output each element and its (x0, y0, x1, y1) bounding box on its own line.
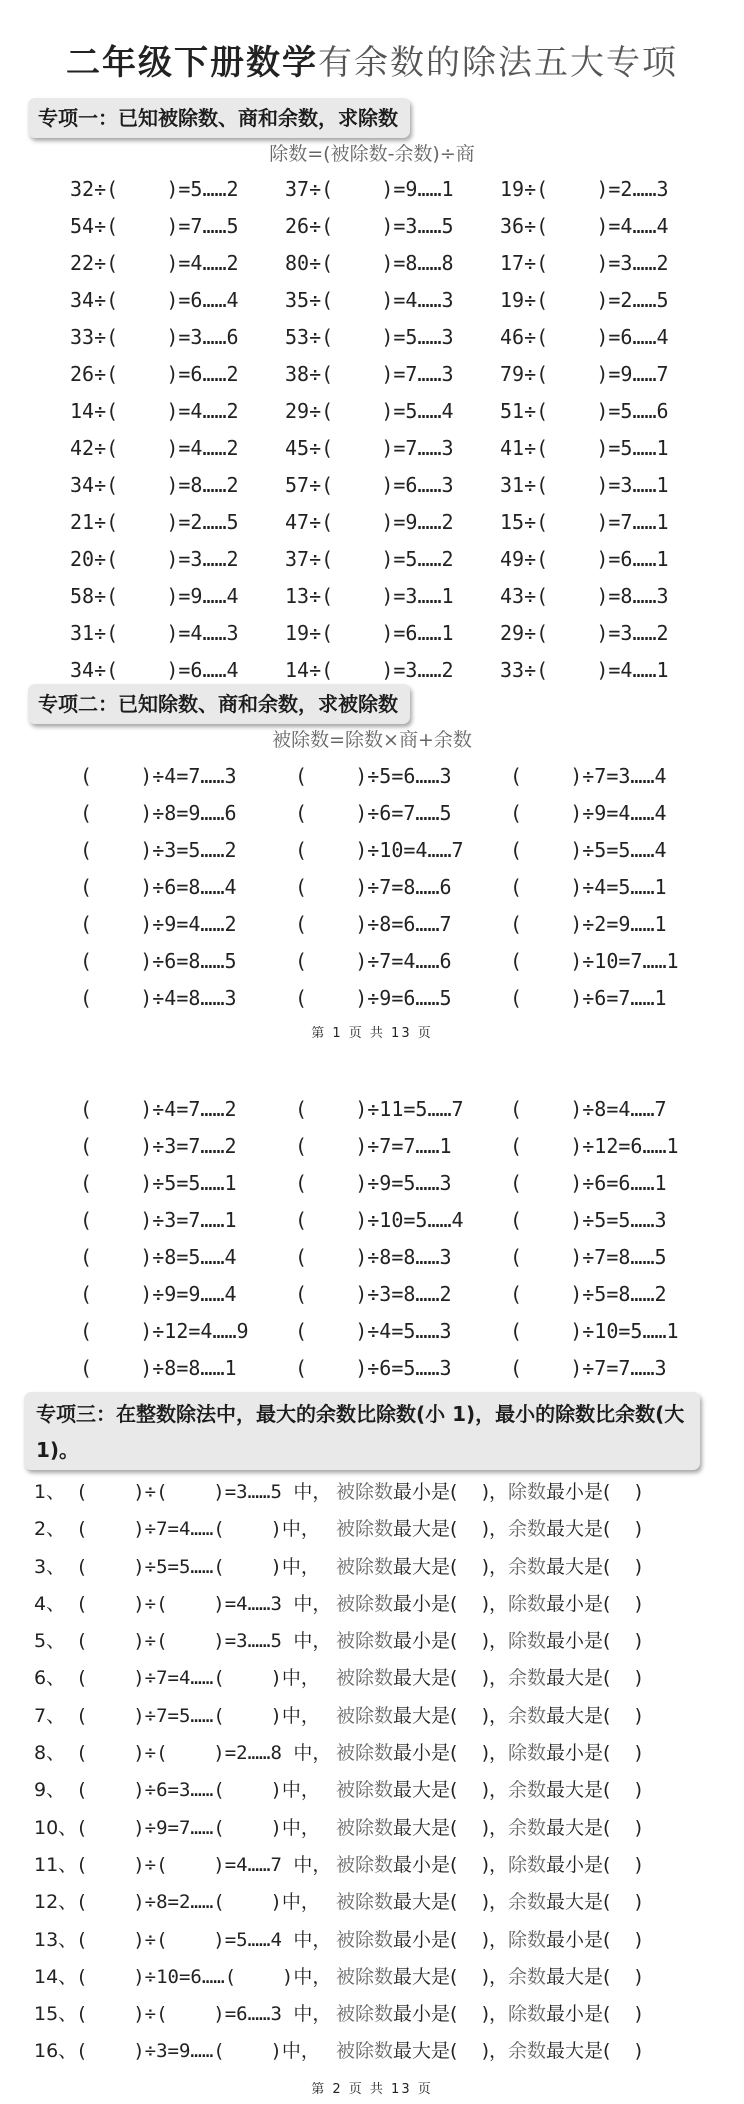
exercise-item: ( )÷6=7……5 (295, 801, 452, 825)
exercise-item: 36÷( )=4……4 (500, 214, 669, 238)
question-row (34, 1810, 714, 1847)
exercise-item: 80÷( )=8……8 (285, 251, 454, 275)
exercise-item: 19÷( )=2……5 (500, 288, 669, 312)
question-term-b: 除数 (508, 1928, 547, 1951)
exercise-item: ( )÷7=8……6 (295, 875, 452, 899)
exercise-item: 49÷( )=6……1 (500, 547, 669, 571)
question-blank-b: 最小是( ) (546, 1928, 642, 1951)
page2-footer: 第 2 页 共 13 页 (311, 2082, 433, 2097)
question-row (34, 1959, 714, 1996)
question-equation: ( )÷( )=5……4 中， (76, 1928, 332, 1951)
question-row (34, 1847, 714, 1884)
question-blank-b: 最大是( ) (546, 1965, 642, 1988)
question-row (34, 1922, 714, 1959)
exercise-item: 26÷( )=6……2 (70, 362, 239, 386)
exercise-item: 53÷( )=5……3 (285, 325, 454, 349)
exercise-item: 33÷( )=3……6 (70, 325, 239, 349)
question-term-b: 余数 (508, 1779, 547, 1802)
section1-formula: 除数=(被除数-余数)÷商 (269, 143, 475, 165)
exercise-item: 32÷( )=5……2 (70, 177, 239, 201)
question-equation: ( )÷3=9……( )中， (76, 2040, 320, 2063)
exercise-item: ( )÷12=6……1 (510, 1134, 679, 1158)
question-blank-a: 最小是( )， (393, 2003, 508, 2026)
section2-exercise-grid-page1 (80, 758, 720, 1017)
question-term-a: 被除数 (336, 1704, 394, 1727)
question-term-b: 余数 (508, 1891, 547, 1914)
exercise-item: 37÷( )=9……1 (285, 177, 454, 201)
question-equation: ( )÷( )=2……8 中， (76, 1742, 332, 1765)
question-blank-b: 最小是( ) (546, 1742, 642, 1765)
section2-formula: 被除数=除数×商+余数 (272, 729, 472, 751)
question-blank-a: 最大是( )， (393, 1555, 508, 1578)
question-number: 9、 (34, 1779, 66, 1802)
question-equation: ( )÷( )=4……3 中， (76, 1592, 332, 1615)
question-term-b: 余数 (508, 1816, 547, 1839)
exercise-item: ( )÷6=8……5 (80, 949, 237, 973)
exercise-item: ( )÷5=8……2 (510, 1282, 667, 1306)
exercise-item: 43÷( )=8……3 (500, 584, 669, 608)
exercise-item: 17÷( )=3……2 (500, 251, 669, 275)
section2-heading: 专项二：已知除数、商和余数，求被除数 (28, 684, 410, 724)
exercise-item: 79÷( )=9……7 (500, 362, 669, 386)
exercise-item: ( )÷5=5……3 (510, 1208, 667, 1232)
exercise-item: 31÷( )=4……3 (70, 621, 239, 645)
question-blank-a: 最大是( )， (393, 1816, 508, 1839)
question-number: 11、 (34, 1853, 78, 1876)
question-term-b: 除数 (508, 1853, 547, 1876)
question-blank-a: 最小是( )， (393, 1928, 508, 1951)
question-equation: ( )÷7=5……( )中， (76, 1704, 320, 1727)
exercise-item: ( )÷4=5……1 (510, 875, 667, 899)
question-term-a: 被除数 (336, 1928, 394, 1951)
question-blank-b: 最小是( ) (546, 1853, 642, 1876)
question-term-b: 余数 (508, 1965, 547, 1988)
question-equation: ( )÷8=2……( )中， (76, 1891, 320, 1914)
question-blank-a: 最小是( )， (393, 1481, 508, 1503)
question-equation: ( )÷( )=3……5 中， (76, 1481, 332, 1503)
exercise-item: ( )÷8=9……6 (80, 801, 237, 825)
question-term-b: 除数 (508, 1592, 547, 1615)
question-term-a: 被除数 (336, 1592, 394, 1615)
question-term-a: 被除数 (336, 1630, 394, 1653)
page-title (0, 40, 744, 86)
exercise-item: 29÷( )=3……2 (500, 621, 669, 645)
exercise-item: ( )÷11=5……7 (295, 1097, 464, 1121)
exercise-item: ( )÷3=5……2 (80, 838, 237, 862)
question-blank-a: 最小是( )， (393, 1630, 508, 1653)
exercise-item: ( )÷7=4……6 (295, 949, 452, 973)
question-term-a: 被除数 (336, 1518, 394, 1541)
exercise-item: ( )÷7=7……3 (510, 1356, 667, 1380)
exercise-item: 42÷( )=4……2 (70, 436, 239, 460)
exercise-item: 14÷( )=4……2 (70, 399, 239, 423)
exercise-item: ( )÷8=8……3 (295, 1245, 452, 1269)
exercise-item: 15÷( )=7……1 (500, 510, 669, 534)
exercise-item: 57÷( )=6……3 (285, 473, 454, 497)
question-term-b: 除数 (508, 1630, 547, 1653)
page1-footer: 第 1 页 共 13 页 (311, 1026, 433, 1041)
question-term-a: 被除数 (336, 1667, 394, 1690)
question-row (34, 1660, 714, 1697)
question-equation: ( )÷9=7……( )中， (76, 1816, 320, 1839)
exercise-item: ( )÷10=7……1 (510, 949, 679, 973)
question-term-b: 余数 (508, 2040, 547, 2063)
question-number: 12、 (34, 1891, 78, 1914)
exercise-item: ( )÷2=9……1 (510, 912, 667, 936)
question-number: 15、 (34, 2003, 78, 2026)
exercise-item: ( )÷5=5……4 (510, 838, 667, 862)
question-blank-b: 最小是( ) (546, 1630, 642, 1653)
question-row (34, 1772, 714, 1809)
section2-exercise-grid-page2 (80, 1091, 720, 1387)
question-number: 5、 (34, 1630, 66, 1653)
question-term-b: 余数 (508, 1518, 547, 1541)
exercise-item: ( )÷4=8……3 (80, 986, 237, 1010)
exercise-item: 58÷( )=9……4 (70, 584, 239, 608)
question-number: 7、 (34, 1704, 66, 1727)
exercise-item: ( )÷6=7……1 (510, 986, 667, 1010)
exercise-item: 14÷( )=3……2 (285, 658, 454, 682)
question-equation: ( )÷( )=4……7 中， (76, 1853, 332, 1876)
exercise-item: ( )÷8=8……1 (80, 1356, 237, 1380)
section3-question-list (34, 1474, 714, 2071)
exercise-item: 34÷( )=6……4 (70, 658, 239, 682)
exercise-item: ( )÷5=5……1 (80, 1171, 237, 1195)
exercise-item: 13÷( )=3……1 (285, 584, 454, 608)
question-blank-b: 最大是( ) (546, 1518, 642, 1541)
exercise-item: ( )÷9=4……2 (80, 912, 237, 936)
question-term-b: 余数 (508, 1555, 547, 1578)
exercise-item: 46÷( )=6……4 (500, 325, 669, 349)
question-term-a: 被除数 (336, 2003, 394, 2026)
exercise-item: 33÷( )=4……1 (500, 658, 669, 682)
question-blank-a: 最大是( )， (393, 1518, 508, 1541)
exercise-item: ( )÷9=6……5 (295, 986, 452, 1010)
exercise-item: ( )÷3=8……2 (295, 1282, 452, 1306)
exercise-item: ( )÷7=7……1 (295, 1134, 452, 1158)
question-term-b: 余数 (508, 1704, 547, 1727)
question-blank-b: 最大是( ) (546, 1816, 642, 1839)
question-blank-b: 最大是( ) (546, 1779, 642, 1802)
question-blank-b: 最大是( ) (546, 2040, 642, 2063)
question-number: 13、 (34, 1928, 78, 1951)
question-number: 16、 (34, 2040, 78, 2063)
question-term-a: 被除数 (336, 1555, 394, 1578)
exercise-item: ( )÷7=8……5 (510, 1245, 667, 1269)
exercise-item: 38÷( )=7……3 (285, 362, 454, 386)
question-equation: ( )÷7=4……( )中， (76, 1667, 320, 1690)
exercise-item: ( )÷3=7……2 (80, 1134, 237, 1158)
question-term-a: 被除数 (336, 1853, 394, 1876)
question-number: 4、 (34, 1592, 66, 1615)
question-blank-a: 最小是( )， (393, 1742, 508, 1765)
title-bold: 二年级下册数学 (66, 43, 318, 83)
exercise-item: ( )÷8=5……4 (80, 1245, 237, 1269)
question-row (34, 1511, 714, 1548)
exercise-item: ( )÷4=7……3 (80, 764, 237, 788)
exercise-item: 21÷( )=2……5 (70, 510, 239, 534)
exercise-item: ( )÷5=6……3 (295, 764, 452, 788)
exercise-item: ( )÷7=3……4 (510, 764, 667, 788)
question-number: 2、 (34, 1518, 66, 1541)
question-number: 8、 (34, 1742, 66, 1765)
exercise-item: 37÷( )=5……2 (285, 547, 454, 571)
exercise-item: ( )÷8=6……7 (295, 912, 452, 936)
question-blank-a: 最大是( )， (393, 1667, 508, 1690)
question-term-a: 被除数 (336, 1742, 394, 1765)
question-blank-a: 最小是( )， (393, 1592, 508, 1615)
title-light: 有余数的除法五大专项 (318, 43, 678, 83)
question-blank-a: 最小是( )， (393, 1853, 508, 1876)
question-term-a: 被除数 (336, 1481, 394, 1503)
section1-heading: 专项一：已知被除数、商和余数，求除数 (28, 98, 410, 138)
question-row (34, 2033, 714, 2070)
question-term-b: 余数 (508, 1667, 547, 1690)
question-blank-a: 最大是( )， (393, 1704, 508, 1727)
exercise-item: 19÷( )=6……1 (285, 621, 454, 645)
exercise-item: ( )÷12=4……9 (80, 1319, 249, 1343)
exercise-item: ( )÷6=5……3 (295, 1356, 452, 1380)
exercise-item: ( )÷3=7……1 (80, 1208, 237, 1232)
question-term-a: 被除数 (336, 1816, 394, 1839)
exercise-item: 19÷( )=2……3 (500, 177, 669, 201)
exercise-item: ( )÷9=9……4 (80, 1282, 237, 1306)
exercise-item: ( )÷4=5……3 (295, 1319, 452, 1343)
section3-heading: 专项三：在整数除法中，最大的余数比除数(小 1)，最小的除数比余数(大 1)。 (24, 1392, 700, 1470)
question-row (34, 1884, 714, 1921)
exercise-item: ( )÷9=5……3 (295, 1171, 452, 1195)
question-number: 14、 (34, 1965, 78, 1988)
question-term-b: 除数 (508, 2003, 547, 2026)
exercise-item: ( )÷10=5……1 (510, 1319, 679, 1343)
exercise-item: ( )÷9=4……4 (510, 801, 667, 825)
question-blank-b: 最小是( ) (546, 1592, 642, 1615)
question-blank-b: 最大是( ) (546, 1555, 642, 1578)
exercise-item: 54÷( )=7……5 (70, 214, 239, 238)
question-blank-b: 最大是( ) (546, 1667, 642, 1690)
exercise-item: 51÷( )=5……6 (500, 399, 669, 423)
question-row (34, 1549, 714, 1586)
question-row (34, 1735, 714, 1772)
question-equation: ( )÷7=4……( )中， (76, 1518, 320, 1541)
exercise-item: ( )÷10=4……7 (295, 838, 464, 862)
question-term-b: 除数 (508, 1481, 547, 1503)
question-term-a: 被除数 (336, 1779, 394, 1802)
exercise-item: 20÷( )=3……2 (70, 547, 239, 571)
question-equation: ( )÷( )=6……3 中， (76, 2003, 332, 2026)
exercise-item: ( )÷10=5……4 (295, 1208, 464, 1232)
exercise-item: 26÷( )=3……5 (285, 214, 454, 238)
question-row (34, 1474, 714, 1511)
question-term-a: 被除数 (336, 2040, 394, 2063)
question-equation: ( )÷6=3……( )中， (76, 1779, 320, 1802)
exercise-item: 22÷( )=4……2 (70, 251, 239, 275)
question-blank-b: 最小是( ) (546, 2003, 642, 2026)
exercise-item: 29÷( )=5……4 (285, 399, 454, 423)
question-number: 1、 (34, 1481, 66, 1503)
exercise-item: 45÷( )=7……3 (285, 436, 454, 460)
question-row (34, 1698, 714, 1735)
question-blank-a: 最大是( )， (393, 2040, 508, 2063)
question-term-a: 被除数 (336, 1965, 394, 1988)
question-blank-b: 最小是( ) (546, 1481, 642, 1503)
exercise-item: 34÷( )=6……4 (70, 288, 239, 312)
exercise-item: ( )÷6=6……1 (510, 1171, 667, 1195)
question-number: 10、 (34, 1816, 78, 1839)
question-equation: ( )÷( )=3……5 中， (76, 1630, 332, 1653)
question-blank-b: 最大是( ) (546, 1704, 642, 1727)
question-number: 3、 (34, 1555, 66, 1578)
section1-exercise-grid (70, 171, 710, 689)
question-blank-a: 最大是( )， (393, 1779, 508, 1802)
question-row (34, 1623, 714, 1660)
exercise-item: 47÷( )=9……2 (285, 510, 454, 534)
exercise-item: 35÷( )=4……3 (285, 288, 454, 312)
exercise-item: ( )÷4=7……2 (80, 1097, 237, 1121)
question-row (34, 1586, 714, 1623)
question-term-a: 被除数 (336, 1891, 394, 1914)
question-blank-a: 最大是( )， (393, 1965, 508, 1988)
exercise-item: 41÷( )=5……1 (500, 436, 669, 460)
question-equation: ( )÷10=6……( )中， (76, 1965, 332, 1988)
question-blank-b: 最大是( ) (546, 1891, 642, 1914)
exercise-item: 34÷( )=8……2 (70, 473, 239, 497)
question-blank-a: 最大是( )， (393, 1891, 508, 1914)
question-term-b: 除数 (508, 1742, 547, 1765)
exercise-item: ( )÷8=4……7 (510, 1097, 667, 1121)
exercise-item: 31÷( )=3……1 (500, 473, 669, 497)
question-number: 6、 (34, 1667, 66, 1690)
exercise-item: ( )÷6=8……4 (80, 875, 237, 899)
question-equation: ( )÷5=5……( )中， (76, 1555, 320, 1578)
question-row (34, 1996, 714, 2033)
